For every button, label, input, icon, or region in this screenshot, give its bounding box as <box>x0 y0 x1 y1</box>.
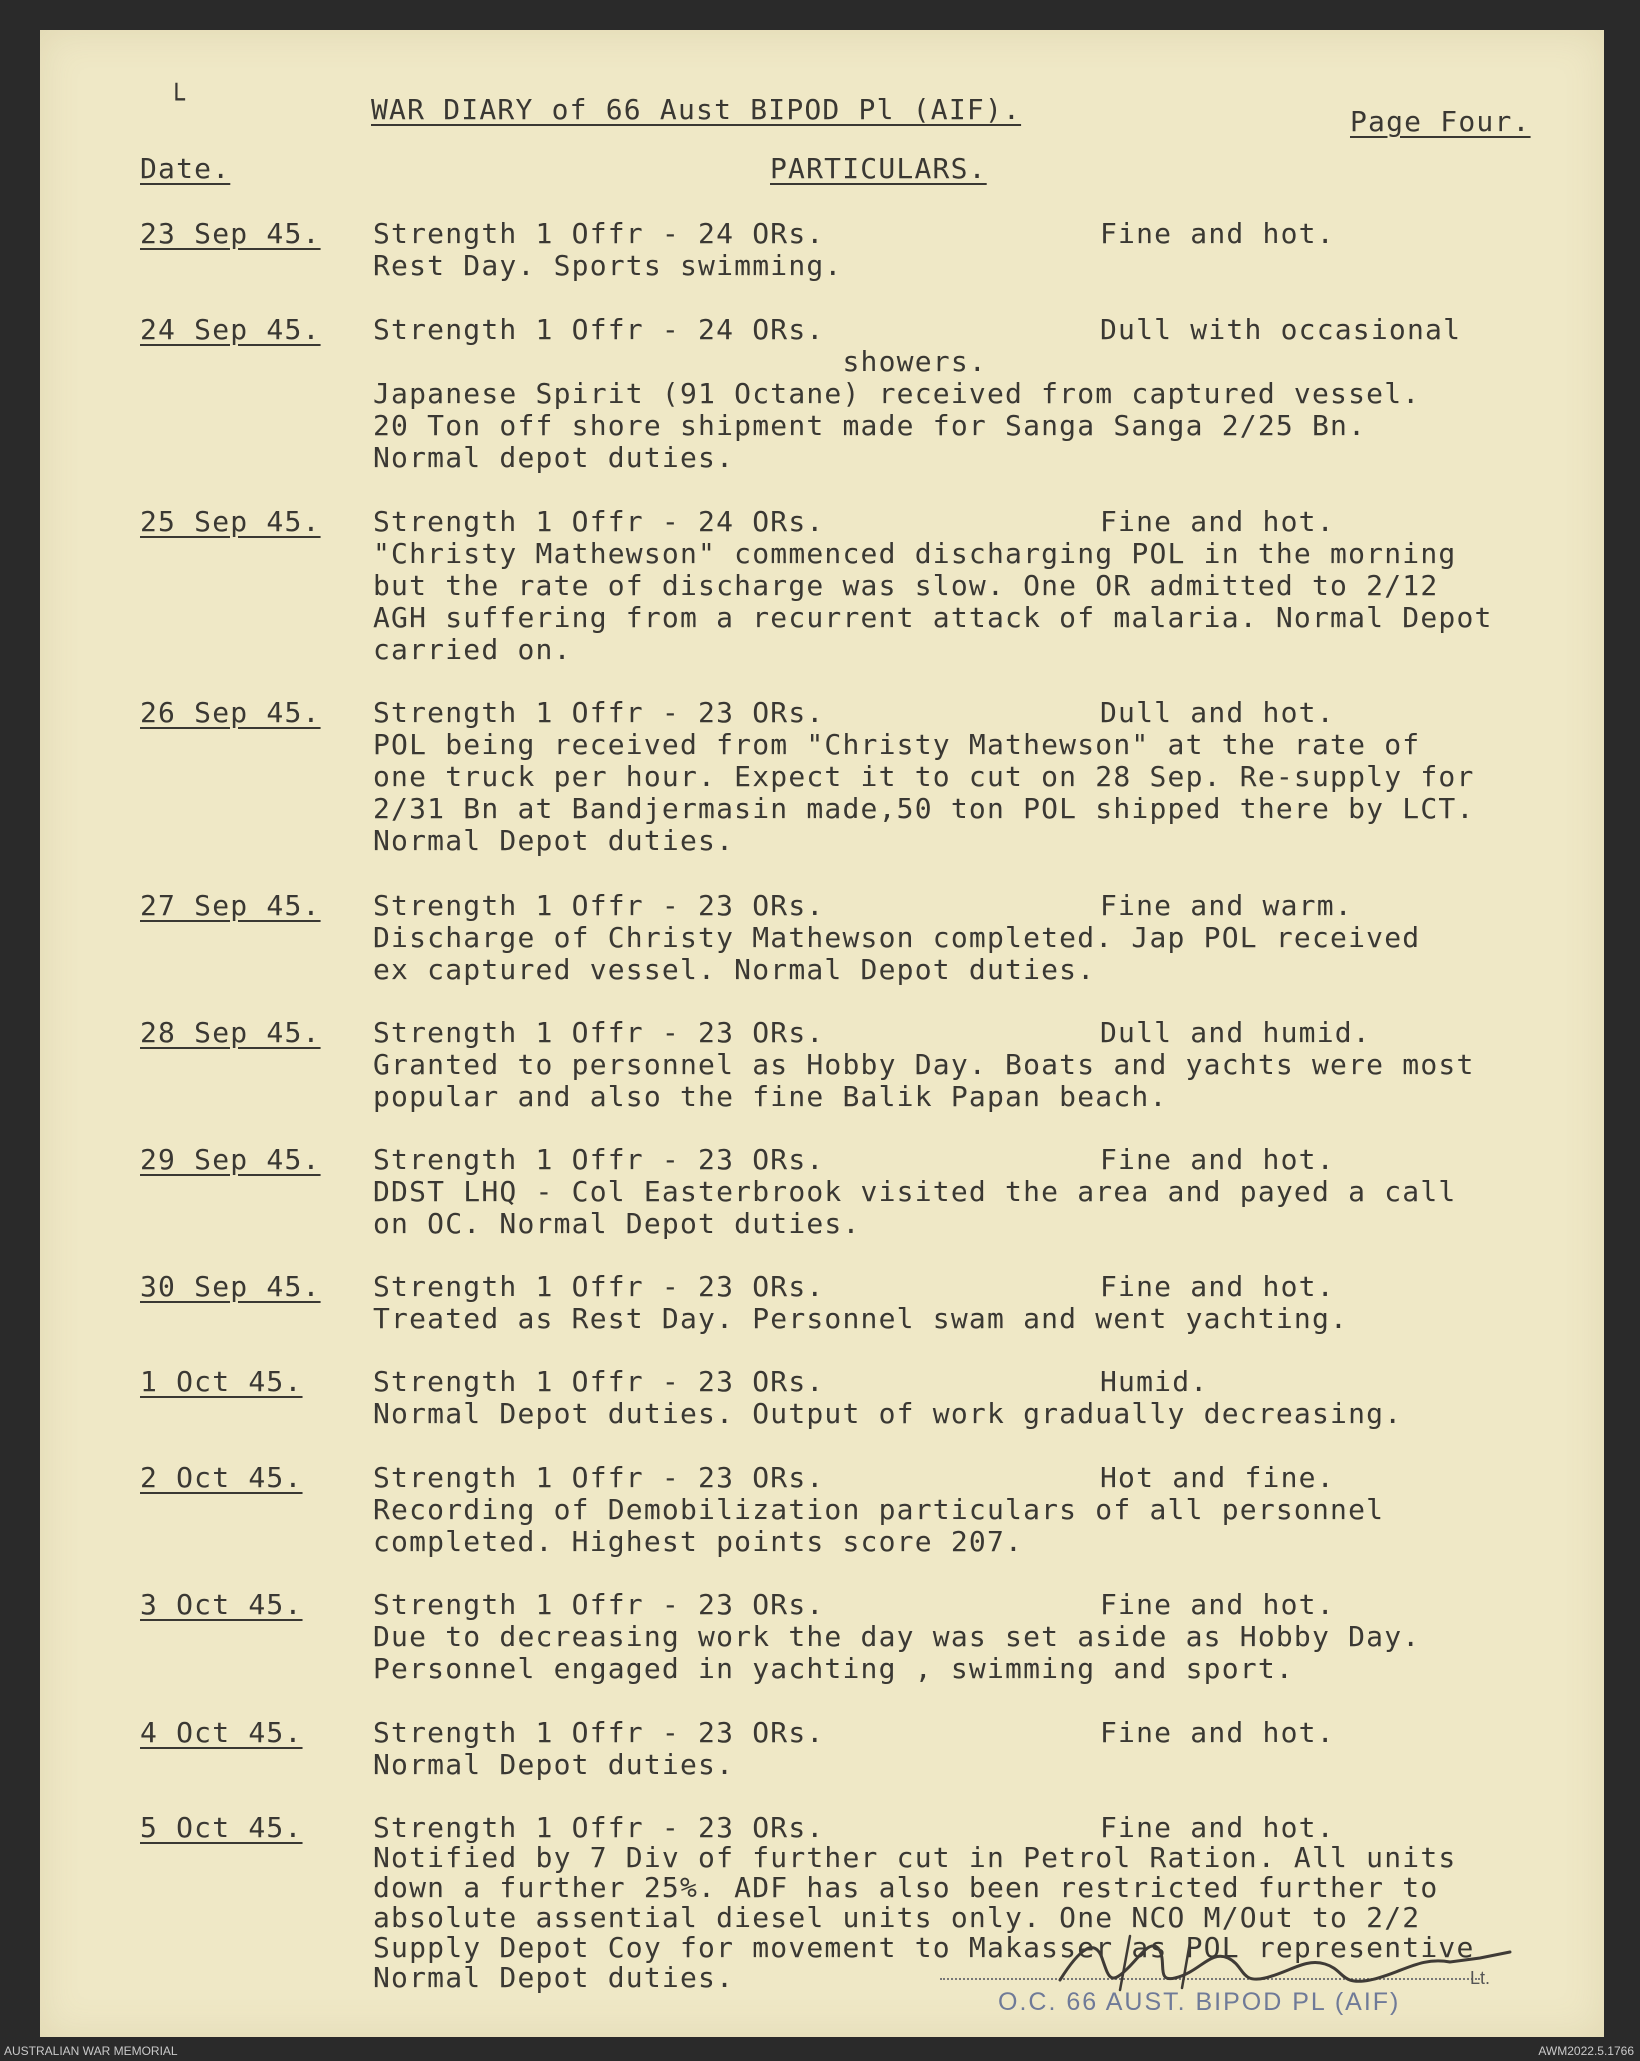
entry-date: 5 Oct 45. <box>140 1811 303 1844</box>
entry-weather: Fine and warm. <box>1100 889 1353 922</box>
entry-line: Notified by 7 Div of further cut in Petrol Ration. All units <box>373 1841 1457 1874</box>
entry-strength: Strength 1 Offr - 23 ORs. <box>373 1270 825 1303</box>
entry-weather: Fine and hot. <box>1100 1811 1335 1844</box>
entry-date: 4 Oct 45. <box>140 1716 303 1749</box>
entry-line: on OC. Normal Depot duties. <box>373 1207 861 1240</box>
entry-weather: Fine and hot. <box>1100 1716 1335 1749</box>
entry-line: ex captured vessel. Normal Depot duties. <box>373 953 1096 986</box>
page-number: Page Four. <box>1350 105 1531 138</box>
entry-line: Normal Depot duties. <box>373 824 735 857</box>
entry-weather: Fine and hot. <box>1100 1143 1335 1176</box>
entry-date: 30 Sep 45. <box>140 1270 321 1303</box>
entry-strength: Strength 1 Offr - 23 ORs. <box>373 889 825 922</box>
entry-line: "Christy Mathewson" commenced discharging POL in the morning <box>373 537 1457 570</box>
entry-weather: Dull and humid. <box>1100 1016 1371 1049</box>
entry-strength: Strength 1 Offr - 23 ORs. <box>373 1811 825 1844</box>
entry-weather: Hot and fine. <box>1100 1461 1335 1494</box>
entry-strength: Strength 1 Offr - 24 ORs. <box>373 313 825 346</box>
entry-weather: Fine and hot. <box>1100 1588 1335 1621</box>
page-title: WAR DIARY of 66 Aust BIPOD Pl (AIF). <box>371 93 1022 126</box>
entry-date: 26 Sep 45. <box>140 696 321 729</box>
footer-credit: AUSTRALIAN WAR MEMORIAL <box>4 2044 178 2058</box>
entry-weather: Fine and hot. <box>1100 1270 1335 1303</box>
margin-mark: └ <box>168 83 187 116</box>
entry-line: down a further 25%. ADF has also been restricted further to <box>373 1871 1439 1904</box>
entry-line: Granted to personnel as Hobby Day. Boats and yachts were most <box>373 1048 1475 1081</box>
entry-date: 28 Sep 45. <box>140 1016 321 1049</box>
entry-line: Normal Depot duties. <box>373 1748 735 1781</box>
entry-date: 25 Sep 45. <box>140 505 321 538</box>
entry-line: Discharge of Christy Mathewson completed. Jap POL received <box>373 921 1421 954</box>
particulars-column-header: PARTICULARS. <box>770 152 987 185</box>
entry-strength: Strength 1 Offr - 23 ORs. <box>373 696 825 729</box>
unit-stamp: O.C. 66 AUST. BIPOD PL (AIF) <box>998 1988 1401 2016</box>
entry-weather: Dull with occasional <box>1100 313 1462 346</box>
entry-line: Treated as Rest Day. Personnel swam and went yachting. <box>373 1302 1349 1335</box>
entry-line: showers. <box>373 345 987 378</box>
entry-strength: Strength 1 Offr - 24 ORs. <box>373 217 825 250</box>
entry-line: Recording of Demobilization particulars of all personnel <box>373 1493 1385 1526</box>
entry-strength: Strength 1 Offr - 23 ORs. <box>373 1461 825 1494</box>
entry-line: completed. Highest points score 207. <box>373 1525 1024 1558</box>
entry-weather: Dull and hot. <box>1100 696 1335 729</box>
entry-line: Rest Day. Sports swimming. <box>373 249 843 282</box>
entry-strength: Strength 1 Offr - 23 ORs. <box>373 1716 825 1749</box>
entry-line: one truck per hour. Expect it to cut on 28 Sep. Re-supply for <box>373 760 1475 793</box>
entry-line: Supply Depot Coy for movement to Makasser as POL representive <box>373 1931 1475 1964</box>
entry-strength: Strength 1 Offr - 23 ORs. <box>373 1143 825 1176</box>
entry-date: 29 Sep 45. <box>140 1143 321 1176</box>
entry-date: 3 Oct 45. <box>140 1588 303 1621</box>
entry-line: DDST LHQ - Col Easterbrook visited the area and payed a call <box>373 1175 1457 1208</box>
entry-date: 24 Sep 45. <box>140 313 321 346</box>
entry-line: Normal depot duties. <box>373 441 735 474</box>
entry-strength: Strength 1 Offr - 23 ORs. <box>373 1016 825 1049</box>
entry-line: 2/31 Bn at Bandjermasin made,50 ton POL shipped there by LCT. <box>373 792 1475 825</box>
entry-line: 20 Ton off shore shipment made for Sanga Sanga 2/25 Bn. <box>373 409 1367 442</box>
entry-line: Japanese Spirit (91 Octane) received from captured vessel. <box>373 377 1421 410</box>
entry-strength: Strength 1 Offr - 23 ORs. <box>373 1365 825 1398</box>
footer-reference: AWM2022.5.1766 <box>1538 2044 1634 2058</box>
date-column-header: Date. <box>140 152 231 185</box>
entry-line: Personnel engaged in yachting , swimming and sport. <box>373 1652 1294 1685</box>
entry-date: 27 Sep 45. <box>140 889 321 922</box>
entry-line: POL being received from "Christy Mathewson" at the rate of <box>373 728 1421 761</box>
entry-line: Normal Depot duties. <box>373 1961 735 1994</box>
entry-line: popular and also the fine Balik Papan beach. <box>373 1080 1168 1113</box>
entry-line: carried on. <box>373 633 572 666</box>
entry-weather: Fine and hot. <box>1100 217 1335 250</box>
entry-line: Normal Depot duties. Output of work gradually decreasing. <box>373 1397 1403 1430</box>
diary-page <box>40 30 1604 2037</box>
entry-strength: Strength 1 Offr - 23 ORs. <box>373 1588 825 1621</box>
signature-rank: Lt. <box>1470 1968 1491 1988</box>
entry-line: Due to decreasing work the day was set aside as Hobby Day. <box>373 1620 1421 1653</box>
entry-line: but the rate of discharge was slow. One OR admitted to 2/12 <box>373 569 1439 602</box>
entry-weather: Fine and hot. <box>1100 505 1335 538</box>
entry-date: 2 Oct 45. <box>140 1461 303 1494</box>
entry-line: AGH suffering from a recurrent attack of malaria. Normal Depot <box>373 601 1493 634</box>
entry-date: 1 Oct 45. <box>140 1365 303 1398</box>
entry-strength: Strength 1 Offr - 24 ORs. <box>373 505 825 538</box>
entry-date: 23 Sep 45. <box>140 217 321 250</box>
entry-weather: Humid. <box>1100 1365 1209 1398</box>
entry-line: absolute assential diesel units only. One NCO M/Out to 2/2 <box>373 1901 1421 1934</box>
